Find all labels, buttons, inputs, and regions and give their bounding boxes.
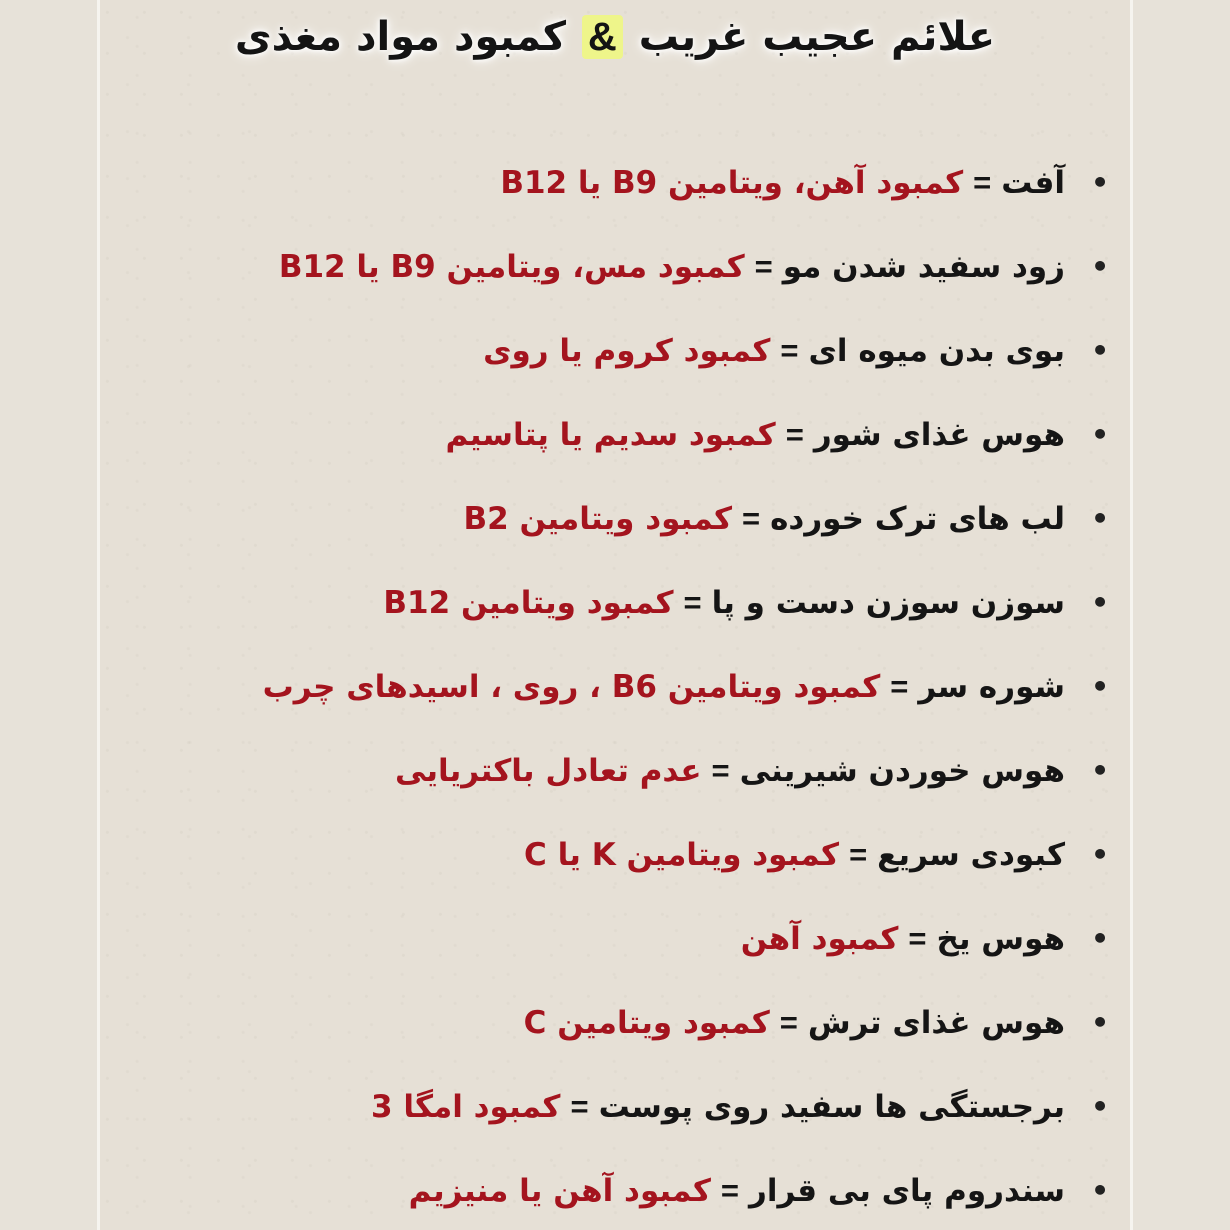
list-item — [263, 997, 1109, 1081]
list-item — [263, 1081, 1109, 1165]
equals-sign: = — [711, 753, 730, 788]
bullet-icon: • — [1091, 754, 1109, 787]
bullet-icon: • — [1091, 1090, 1109, 1123]
bullet-icon: • — [1091, 166, 1109, 199]
list-item — [263, 493, 1109, 577]
equals-sign: = — [973, 165, 992, 200]
equals-sign: = — [849, 837, 868, 872]
equals-sign: = — [908, 921, 927, 956]
bullet-icon: • — [1091, 502, 1109, 535]
symptom-text: آفت — [1001, 165, 1065, 201]
symptom-text: هوس خوردن شیرینی — [739, 753, 1065, 789]
list-item — [263, 409, 1109, 493]
equals-sign: = — [779, 1005, 798, 1040]
page-title — [0, 14, 1230, 60]
equals-sign: = — [890, 669, 909, 704]
list-item — [263, 157, 1109, 241]
bullet-icon: • — [1091, 922, 1109, 955]
cause-text: کمبود آهن، ویتامین B9 یا B12 — [500, 165, 964, 201]
cause-text: کمبود کروم یا روی — [483, 333, 771, 369]
equals-sign: = — [785, 417, 804, 452]
cause-text: کمبود سدیم یا پتاسیم — [445, 417, 776, 453]
cause-text: عدم تعادل باکتریایی — [395, 753, 702, 789]
cause-text: کمبود ویتامین B2 — [463, 501, 732, 537]
symptom-text: هوس یخ — [936, 921, 1065, 957]
list-item — [263, 325, 1109, 409]
equals-sign: = — [683, 585, 702, 620]
list-item — [263, 913, 1109, 997]
cause-text: کمبود مس، ویتامین B9 یا B12 — [278, 249, 745, 285]
symptom-text: سندروم پای بی قرار — [748, 1173, 1065, 1209]
equals-sign: = — [742, 501, 761, 536]
list-item — [263, 829, 1109, 913]
cause-text: کمبود آهن یا منیزیم — [408, 1173, 711, 1209]
bullet-icon: • — [1091, 334, 1109, 367]
equals-sign: = — [754, 249, 773, 284]
symptom-text: شوره سر — [918, 669, 1065, 705]
bullet-icon: • — [1091, 670, 1109, 703]
symptom-text: زود سفید شدن مو — [782, 249, 1065, 285]
bullet-icon: • — [1091, 250, 1109, 283]
cause-text: کمبود ویتامین C — [523, 1005, 770, 1041]
bullet-icon: • — [1091, 838, 1109, 871]
symptom-text: هوس غذای ترش — [807, 1005, 1065, 1041]
cause-text: کمبود ویتامین K یا C — [524, 837, 840, 873]
cause-text: کمبود امگا 3 — [370, 1089, 561, 1125]
bullet-icon: • — [1091, 1006, 1109, 1039]
cause-text: کمبود ویتامین B12 — [383, 585, 674, 621]
symptom-text: لب های ترک خورده — [770, 501, 1065, 537]
list-item — [262, 661, 1109, 745]
symptom-text: برجستگی ها سفید روی پوست — [598, 1089, 1065, 1125]
equals-sign: = — [780, 333, 799, 368]
symptom-text: هوس غذای شور — [813, 417, 1065, 453]
symptom-text: کبودی سریع — [877, 837, 1065, 873]
symptom-text: سوزن سوزن دست و پا — [711, 585, 1065, 621]
title-part-2: کمبود مواد مغذی — [234, 14, 566, 60]
symptom-list — [262, 157, 1109, 1230]
cause-text: کمبود ویتامین B6 ، روی ، اسیدهای چرب — [262, 669, 881, 705]
title-ampersand: & — [582, 15, 623, 59]
bullet-icon: • — [1091, 586, 1109, 619]
bullet-icon: • — [1091, 1174, 1109, 1207]
list-item — [263, 241, 1109, 325]
equals-sign: = — [720, 1173, 739, 1208]
cause-text: کمبود آهن — [740, 921, 899, 957]
list-item — [263, 745, 1109, 829]
symptom-text: بوی بدن میوه ای — [808, 333, 1065, 369]
list-item — [263, 577, 1109, 661]
bullet-icon: • — [1091, 418, 1109, 451]
equals-sign: = — [570, 1089, 589, 1124]
list-item — [263, 1165, 1109, 1230]
title-part-1: علائم عجیب غریب — [638, 14, 996, 60]
